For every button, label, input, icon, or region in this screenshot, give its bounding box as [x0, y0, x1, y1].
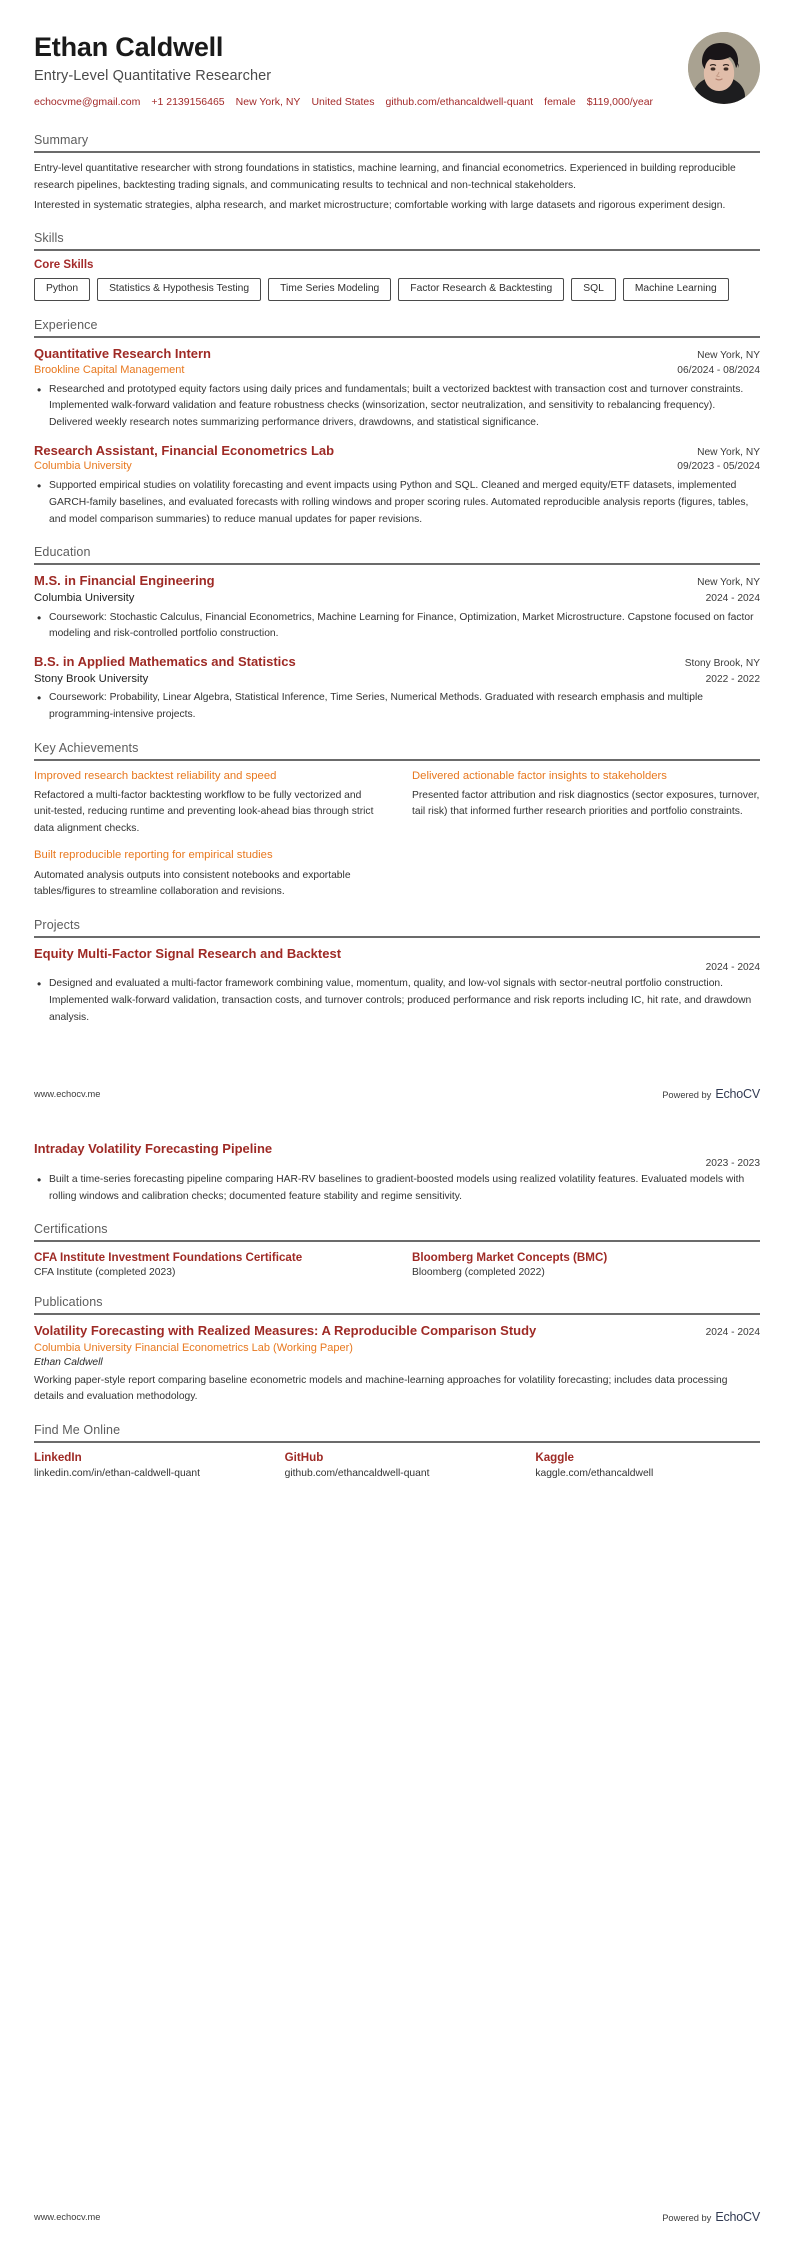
- candidate-job-title: Entry-Level Quantitative Researcher: [34, 68, 272, 85]
- certification-item: [34, 1250, 382, 1278]
- entry-subheader-row: [34, 459, 760, 475]
- skill-chip[interactable]: Factor Research & Backtesting: [398, 278, 564, 300]
- project-entry: [34, 1141, 760, 1205]
- education-bullets: [34, 610, 760, 643]
- section-title-skills: Skills: [34, 231, 64, 246]
- contact-github[interactable]: github.com/ethancaldwell-quant: [385, 96, 534, 109]
- section-title-certifications: Certifications: [34, 1222, 108, 1237]
- section-divider: [34, 1313, 760, 1315]
- network-url[interactable]: linkedin.com/in/ethan-caldwell-quant: [34, 1468, 200, 1480]
- entry-header-row: [34, 573, 760, 590]
- section-title-find-me-online: Find Me Online: [34, 1423, 121, 1438]
- contact-info-line: [34, 93, 654, 111]
- publication-title: Volatility Forecasting with Realized Measures: A Reproducible Comparison Study: [34, 1323, 537, 1339]
- skill-chip[interactable]: Python: [34, 278, 90, 300]
- education-degree: M.S. in Financial Engineering: [34, 573, 215, 589]
- bullet-item: • Built a time-series forecasting pipeline comparing HAR-RV baselines to gradient-boosted models using realized volatility features. Evaluated models with rolling windows and calibration checks; documented feature stability and regime sensitivity.: [47, 1172, 760, 1205]
- entry-header-row: [34, 946, 760, 963]
- achievement-description: Presented factor attribution and risk diagnostics (sector exposures, turnover, tail risk) that informed further research priorities and portfolio constraints.: [412, 789, 760, 818]
- achievement-item: [34, 769, 382, 838]
- section-certifications: [34, 1222, 760, 1278]
- publication-dates: 2024 - 2024: [705, 1327, 760, 1339]
- bullet-item: • Researched and prototyped equity factors using daily prices and fundamentals; built a vectorized backtest with transaction cost and turnover constraints. Implemented walk-forward validation and feature robustness checks (winsorization, sector neutralization, and sensitivity to rebalancing frequency). Delivered weekly research notes summarizing performance drivers, drawdowns, and statistical significance.: [47, 382, 760, 432]
- entry-header-row: [34, 1141, 760, 1158]
- experience-bullets: [34, 478, 760, 528]
- section-title-summary: Summary: [34, 133, 89, 148]
- education-entry: [34, 654, 760, 724]
- achievement-title: Built reproducible reporting for empirical studies: [34, 849, 273, 862]
- project-name: Equity Multi-Factor Signal Research and Backtest: [34, 945, 342, 961]
- certification-issuer: Bloomberg (completed 2022): [412, 1267, 545, 1279]
- section-projects-continued: [34, 1141, 760, 1205]
- experience-dates: 06/2024 - 08/2024: [677, 364, 760, 376]
- certification-item: [412, 1250, 760, 1278]
- achievement-title: Delivered actionable factor insights to stakeholders: [412, 769, 667, 782]
- section-education: [34, 545, 760, 723]
- section-title-key-achievements: Key Achievements: [34, 740, 139, 755]
- experience-entry: [34, 443, 760, 529]
- achievement-item: [34, 848, 382, 900]
- footer-powered-label: Powered by: [662, 1090, 712, 1100]
- section-divider: [34, 759, 760, 761]
- bullet-item: • Coursework: Probability, Linear Algebra, Statistical Inference, Time Series, Numerical Methods. Graduated with research emphasis and multiple programming-intensive projects.: [47, 690, 760, 723]
- footer-brand-name: EchoCV: [715, 2210, 760, 2224]
- experience-location: New York, NY: [697, 349, 760, 361]
- page-footer: [34, 1087, 760, 1101]
- footer-powered-by: [662, 1087, 760, 1101]
- network-url[interactable]: github.com/ethancaldwell-quant: [284, 1468, 430, 1480]
- section-divider: [34, 336, 760, 338]
- experience-location: New York, NY: [697, 446, 760, 458]
- education-dates: 2022 - 2022: [705, 673, 760, 685]
- project-name: Intraday Volatility Forecasting Pipeline: [34, 1141, 273, 1156]
- resume-page-2: [0, 1123, 794, 2246]
- entry-header-row: [34, 654, 760, 671]
- section-divider: [34, 936, 760, 938]
- section-summary: [34, 133, 760, 214]
- section-title-projects: Projects: [34, 917, 80, 932]
- contact-email[interactable]: echocvme@gmail.com: [34, 96, 141, 109]
- achievement-item: [412, 769, 760, 838]
- section-divider: [34, 249, 760, 251]
- section-divider: [34, 1240, 760, 1242]
- project-entry: [34, 946, 760, 1027]
- resume-header: [34, 30, 760, 111]
- publication-authors: Ethan Caldwell: [34, 1356, 103, 1368]
- certifications-grid: [34, 1250, 760, 1278]
- section-divider: [34, 1441, 760, 1443]
- publication-venue: Columbia University Financial Econometrics Lab (Working Paper): [34, 1342, 353, 1355]
- contact-phone[interactable]: +1 2139156465: [151, 96, 225, 109]
- avatar: [688, 32, 760, 104]
- summary-paragraph: Entry-level quantitative researcher with strong foundations in statistics, machine learning, and financial econometrics. Experienced in building reproducible research pipelines, backtesting trading signals, and communicating results to technical and non-technical stakeholders.: [34, 163, 736, 192]
- certification-name: Bloomberg Market Concepts (BMC): [412, 1251, 608, 1265]
- footer-brand-name: EchoCV: [715, 1087, 760, 1101]
- skill-chip[interactable]: SQL: [571, 278, 616, 300]
- education-bullets: [34, 690, 760, 723]
- certification-issuer: CFA Institute (completed 2023): [34, 1267, 176, 1279]
- network-item: [34, 1451, 259, 1479]
- network-item: [285, 1451, 510, 1479]
- section-key-achievements: [34, 741, 760, 901]
- page-footer: [34, 2210, 760, 2224]
- summary-body: [34, 161, 760, 214]
- footer-website-url[interactable]: www.echocv.me: [34, 2212, 101, 2222]
- experience-company: Brookline Capital Management: [34, 363, 185, 376]
- entry-header-row: [34, 443, 760, 460]
- education-degree: B.S. in Applied Mathematics and Statistics: [34, 654, 296, 670]
- education-school: Stony Brook University: [34, 672, 149, 685]
- certification-name: CFA Institute Investment Foundations Certificate: [34, 1251, 303, 1265]
- section-experience: [34, 318, 760, 529]
- contact-city: New York, NY: [235, 96, 301, 109]
- skill-chip[interactable]: Statistics & Hypothesis Testing: [97, 278, 261, 300]
- section-find-me-online: [34, 1423, 760, 1479]
- section-projects: [34, 918, 760, 1027]
- contact-country: United States: [311, 96, 375, 109]
- entry-subheader-row: [34, 962, 760, 973]
- contact-salary: $119,000/year: [586, 96, 654, 109]
- project-bullets: [34, 976, 760, 1026]
- footer-website-url[interactable]: www.echocv.me: [34, 1089, 101, 1099]
- network-name: LinkedIn: [34, 1451, 82, 1465]
- networks-grid: [34, 1451, 760, 1479]
- experience-dates: 09/2023 - 05/2024: [677, 461, 760, 473]
- skill-chip[interactable]: Machine Learning: [623, 278, 729, 300]
- experience-role: Research Assistant, Financial Econometrics Lab: [34, 442, 335, 458]
- achievement-description: Automated analysis outputs into consistent notebooks and exportable tables/figures to streamline collaboration and revisions.: [34, 869, 351, 898]
- skill-chip[interactable]: Time Series Modeling: [268, 278, 391, 300]
- skill-group-name: Core Skills: [34, 259, 94, 272]
- entry-subheader-row: [34, 671, 760, 687]
- achievement-description: Refactored a multi-factor backtesting workflow to be fully vectorized and unit-tested, reducing runtime and preventing look-ahead bias through strict data alignment checks.: [34, 789, 374, 834]
- education-dates: 2024 - 2024: [705, 593, 760, 605]
- education-entry: [34, 573, 760, 643]
- experience-company: Columbia University: [34, 460, 132, 473]
- publication-entry: [34, 1323, 760, 1406]
- network-name: Kaggle: [535, 1451, 574, 1465]
- footer-powered-by: [662, 2210, 760, 2224]
- achievement-title: Improved research backtest reliability and speed: [34, 769, 277, 782]
- bullet-item: • Designed and evaluated a multi-factor framework combining value, momentum, quality, and low-vol signals with sector-neutral portfolio construction. Implemented walk-forward validation, transaction costs, and turnover controls; produced performance and risk reports including IC, hit rate, and drawdown analysis.: [47, 976, 760, 1026]
- experience-role: Quantitative Research Intern: [34, 345, 211, 361]
- bullet-item: • Supported empirical studies on volatility forecasting and event impacts using Python and SQL. Cleaned and merged equity/ETF datasets, implemented GARCH-family baselines, and evaluated forecasts with rolling windows and proper scoring rules. Automated reproducible analysis reports (figures, tables, and model comparison summaries) to reduce manual updates for paper revisions.: [47, 478, 760, 528]
- project-bullets: [34, 1172, 760, 1205]
- experience-entry: [34, 346, 760, 432]
- header-text-block: [34, 30, 688, 111]
- contact-gender: female: [544, 96, 576, 109]
- network-name: GitHub: [284, 1451, 324, 1465]
- section-title-education: Education: [34, 545, 91, 560]
- education-location: Stony Brook, NY: [684, 658, 760, 670]
- entry-header-row: [34, 346, 760, 363]
- section-skills: [34, 231, 760, 300]
- summary-paragraph: Interested in systematic strategies, alpha research, and market microstructure; comfortable working with large datasets and rigorous experiment design.: [34, 199, 726, 211]
- bullet-item: • Coursework: Stochastic Calculus, Financial Econometrics, Machine Learning for Finance, Optimization, Market Microstructure. Capstone focused on factor modeling and risk-controlled portfolio construction.: [47, 610, 760, 643]
- entry-subheader-row: [34, 363, 760, 379]
- candidate-name: Ethan Caldwell: [34, 32, 224, 62]
- network-item: [535, 1451, 760, 1479]
- achievements-grid: [34, 769, 760, 901]
- section-divider: [34, 563, 760, 565]
- education-school: Columbia University: [34, 592, 135, 605]
- publication-description: Working paper-style report comparing baseline econometric models and machine-learning approaches for volatility forecasting; includes data processing details and evaluation methodology.: [34, 1374, 728, 1403]
- skill-chip-list: [34, 278, 760, 300]
- project-dates: 2023 - 2023: [705, 1157, 760, 1169]
- section-title-experience: Experience: [34, 317, 98, 332]
- section-divider: [34, 151, 760, 153]
- entry-subheader-row: [34, 1158, 760, 1169]
- network-url[interactable]: kaggle.com/ethancaldwell: [535, 1468, 654, 1480]
- section-title-publications: Publications: [34, 1295, 103, 1310]
- project-dates: 2024 - 2024: [705, 962, 760, 974]
- avatar-portrait-icon: [688, 32, 760, 104]
- education-location: New York, NY: [697, 577, 760, 589]
- experience-bullets: [34, 382, 760, 432]
- section-publications: [34, 1295, 760, 1406]
- footer-powered-label: Powered by: [662, 2213, 712, 2223]
- entry-subheader-row: [34, 590, 760, 606]
- entry-header-row: [34, 1323, 760, 1340]
